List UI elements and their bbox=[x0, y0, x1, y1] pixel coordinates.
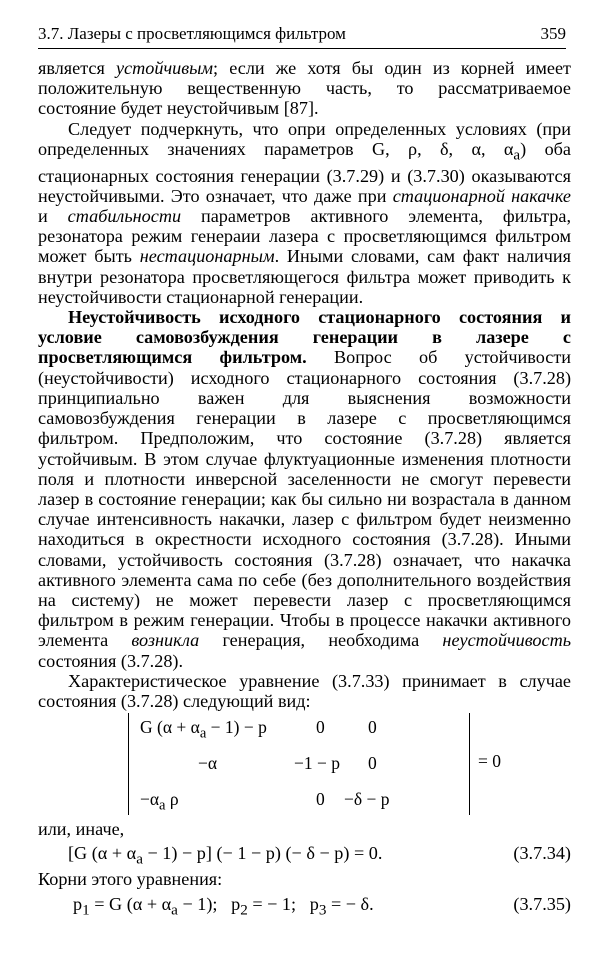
determinant-equation bbox=[38, 711, 571, 819]
page-body bbox=[38, 58, 571, 920]
text: ) оба стационарных состояния генерации (3.7.29) и (3.7.30) оказываются неустойчивыми. Это означает, что даже при bbox=[38, 138, 571, 206]
text: . Иными словами, сам факт наличия внутри резонатора просветляющегося фильтра может приводить к неустойчивости стационарной генерации. bbox=[38, 246, 571, 307]
emphasis: устойчивым bbox=[115, 58, 214, 78]
subscript: 2 bbox=[240, 901, 248, 919]
running-title: 3.7. Лазеры с просветляющимся фильтром bbox=[38, 24, 346, 43]
emphasis: нестационарным bbox=[139, 246, 275, 267]
or-otherwise-label: или, иначе, bbox=[38, 819, 125, 840]
paragraph-instability-note bbox=[38, 119, 571, 307]
matrix-cell-r1c3: 0 bbox=[368, 717, 377, 738]
subscript: a bbox=[513, 146, 521, 164]
text: = G (α + α bbox=[89, 893, 172, 914]
text: G (α + α bbox=[140, 717, 200, 738]
emphasis: неустойчивость bbox=[442, 630, 571, 651]
matrix-cell-r2c2: −1 − p bbox=[294, 753, 340, 774]
determinant-rhs: = 0 bbox=[478, 751, 501, 772]
text: ; если же хотя бы один из корней имеет положительную вещественную часть, то рассматриваемое состояние будет неустойчивым [87]. bbox=[38, 58, 571, 119]
paragraph-self-excitation bbox=[38, 307, 571, 671]
emphasis: стационарной накачке bbox=[392, 185, 571, 206]
text: генерация, необходима bbox=[199, 630, 443, 651]
text: − 1); p bbox=[177, 893, 241, 914]
text: p bbox=[73, 893, 83, 914]
paragraph-characteristic-equation: Характеристическое уравнение (3.7.33) принимает в случае состояния (3.7.28) следующий вид: bbox=[38, 670, 571, 711]
roots-intro: Корни этого уравнения: bbox=[38, 869, 223, 890]
matrix-cell-r3c3: −δ − p bbox=[344, 789, 390, 810]
text: − 1) − p] (− 1 − p) (− δ − p) = 0. bbox=[142, 843, 383, 864]
text: ρ bbox=[165, 789, 179, 810]
equation-number: (3.7.35) bbox=[513, 893, 571, 914]
page-number: 359 bbox=[540, 24, 566, 43]
subscript: a bbox=[199, 725, 207, 742]
running-header bbox=[38, 22, 566, 49]
equation-expression bbox=[73, 894, 374, 921]
text: является bbox=[38, 58, 116, 78]
text: Вопрос об устойчивости (неустойчивости) исходного стационарного состояния (3.7.28) принципиально важен для выяснения возможности самовозбуждения генерации в лазере с просветляющимся фильтром. Предположим, что состояние (3.7.28) является устойчивым. В этом случае флуктуационные изменения плотности поля и плотности инверсной заселенности не смогут перевести лазер в состояние генерации; как бы сильно ни возрастала в данном случае интенсивность накачки, лазер с фильтром будет неизменно находиться в окрестности исходного состояния (3.7.28). Иными словами, устойчивость состояния (3.7.28) означает, что накачка активного элемента сама по себе (без дополнительного воздействия на систему) не может перевести лазер с просветляющимся фильтром в режим генерации. Чтобы в процессе накачки активного элемента bbox=[38, 347, 572, 651]
text: параметров активного элемента, фильтра, резонатора режим генераии лазера с просветляющимся фильтром может быть bbox=[38, 206, 571, 267]
determinant-right-bar bbox=[469, 713, 470, 815]
determinant-left-bar bbox=[128, 713, 129, 815]
emphasis: стабильности bbox=[67, 206, 182, 227]
matrix-cell-r1c2: 0 bbox=[316, 717, 325, 738]
subscript: 3 bbox=[318, 901, 327, 919]
matrix-cell-r2c3: 0 bbox=[368, 753, 377, 774]
text: [G (α + α bbox=[68, 843, 137, 864]
text: = − δ. bbox=[326, 893, 374, 914]
emphasis: возникла bbox=[131, 630, 200, 651]
text: = − 1; p bbox=[247, 893, 319, 914]
subscript: 1 bbox=[82, 901, 90, 919]
text: Следует подчеркнуть, что опри определенных условиях (при определенных значениях параметров G, ρ, δ, α, α bbox=[38, 118, 571, 159]
equation-3-7-35 bbox=[38, 890, 571, 920]
matrix-cell-r3c1 bbox=[140, 789, 179, 816]
matrix-cell-r2c1: −α bbox=[198, 753, 218, 774]
text: состояния (3.7.28). bbox=[38, 650, 184, 671]
paragraph-stability-conclusion bbox=[38, 58, 571, 119]
matrix-cell-r3c2: 0 bbox=[316, 789, 325, 810]
subscript: a bbox=[159, 797, 166, 814]
subscript: a bbox=[136, 850, 143, 868]
subscript: a bbox=[171, 901, 178, 919]
matrix-cell-r1c1 bbox=[140, 717, 267, 744]
equation-number: (3.7.34) bbox=[513, 843, 571, 864]
text: −α bbox=[140, 789, 160, 810]
text: − 1) − p bbox=[206, 717, 267, 738]
text: и bbox=[38, 206, 68, 227]
equation-3-7-34 bbox=[38, 839, 571, 869]
equation-expression bbox=[68, 843, 382, 870]
section-run-in-heading: Неустойчивость исходного стационарного состояния и условие самовозбуждения генерации в лазере с просветляющимся фильтром. bbox=[38, 307, 571, 368]
